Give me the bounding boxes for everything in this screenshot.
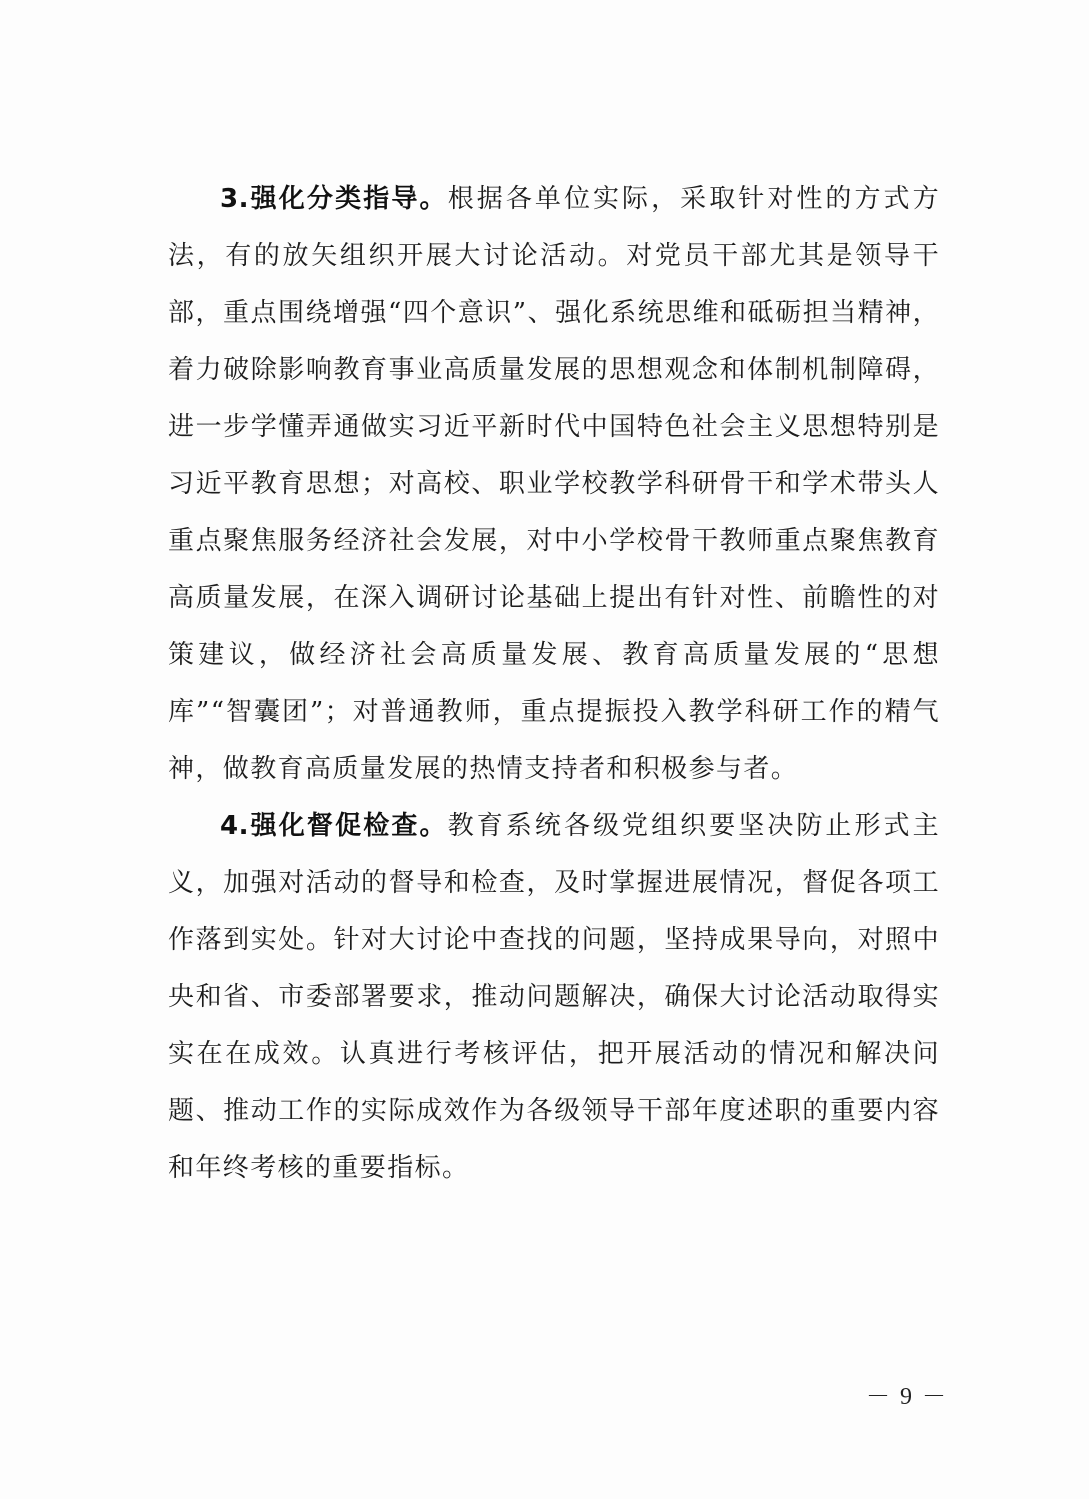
paragraph-strengthen-supervision — [168, 798, 940, 1197]
paragraph-heading: 4.强化督促检查。 — [220, 811, 448, 841]
paragraph-text: 教育系统各级党组织要坚决防止形式主义，加强对活动的督导和检查，及时掌握进展情况，督促各项工作落到实处。针对大讨论中查找的问题，坚持成果导向，对照中央和省、市委部署要求，推动问题解决，确保大讨论活动取得实实在在成效。认真进行考核评估，把开展活动的情况和解决问题、推动工作的实际成效作为各级领导干部年度述职的重要内容和年终考核的重要指标。 — [168, 811, 940, 1183]
paragraph-strengthen-classified-guidance — [168, 171, 940, 798]
paragraph-heading: 3.强化分类指导。 — [220, 184, 448, 214]
page-number: － 9 － — [866, 1384, 948, 1410]
paragraph-text: 根据各单位实际，采取针对性的方式方法，有的放矢组织开展大讨论活动。对党员干部尤其是领导干部，重点围绕增强“四个意识”、强化系统思维和砥砺担当精神，着力破除影响教育事业高质量发展的思想观念和体制机制障碍，进一步学懂弄通做实习近平新时代中国特色社会主义思想特别是习近平教育思想；对高校、职业学校教学科研骨干和学术带头人重点聚焦服务经济社会发展，对中小学校骨干教师重点聚焦教育高质量发展，在深入调研讨论基础上提出有针对性、前瞻性的对策建议，做经济社会高质量发展、教育高质量发展的“思想库”“智囊团”；对普通教师，重点提振投入教学科研工作的精气神，做教育高质量发展的热情支持者和积极参与者。 — [168, 184, 940, 784]
document-body — [168, 171, 940, 1197]
